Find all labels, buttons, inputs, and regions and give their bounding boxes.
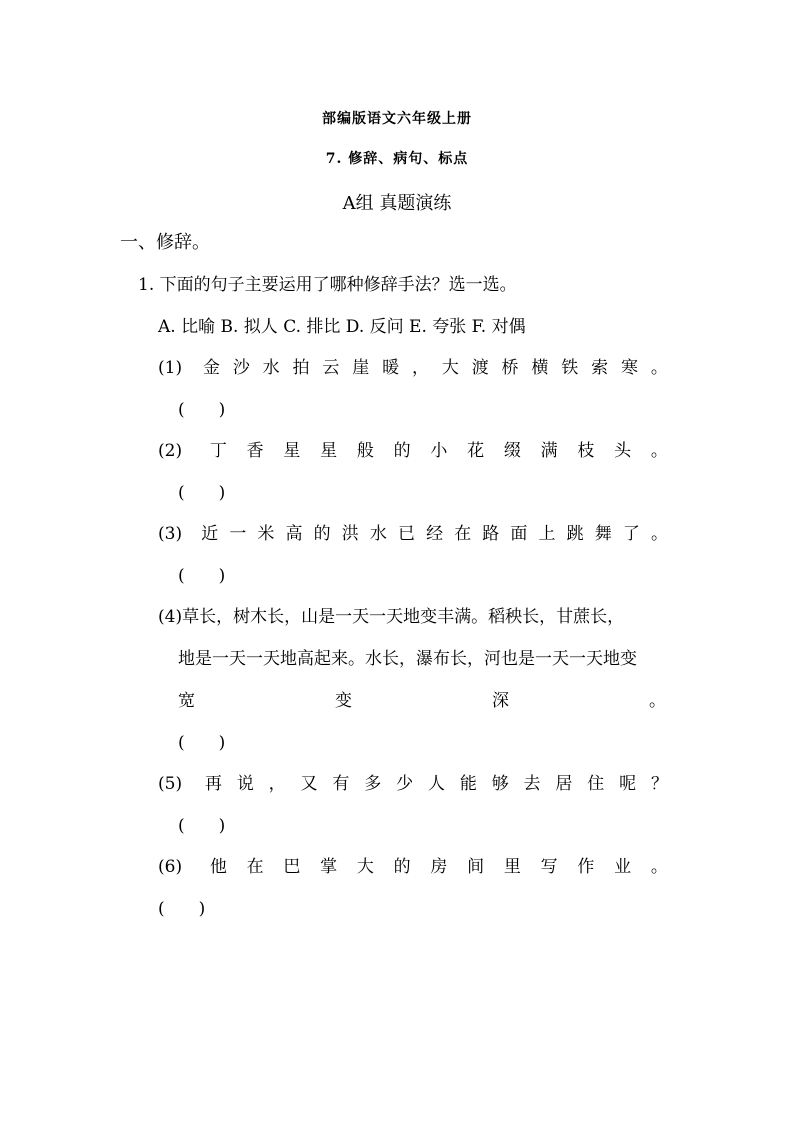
item-number: (6) — [158, 857, 183, 877]
sentence-char: 的 — [393, 441, 411, 461]
sentence-char: 大 — [441, 358, 459, 378]
sentence-char: 桥 — [501, 358, 519, 378]
sentence-4-line-2: 地是一天一天地高起来。水长，瀑布长，河也是一天一天地变 — [178, 649, 637, 669]
sentence-char: ， — [411, 358, 429, 378]
sentence-char: 。 — [650, 441, 668, 461]
sentence-char: 去 — [523, 774, 541, 794]
sentence-text: 草长，树木长，山是一天一天地变丰满。稻秧长，甘蔗长， — [182, 607, 625, 627]
sentence-char: 了 — [622, 524, 640, 544]
sentence-6 — [158, 855, 668, 879]
sentence-char: 索 — [591, 358, 609, 378]
sentence-char: 的 — [393, 857, 411, 877]
sentence-char: ， — [268, 774, 286, 794]
sentence-char: 大 — [356, 857, 374, 877]
sentence-char: ？ — [650, 774, 668, 794]
sentence-char: 星 — [283, 441, 301, 461]
sentence-1 — [158, 356, 668, 380]
sentence-char: 一 — [229, 524, 247, 544]
sentence-char: 在 — [246, 857, 264, 877]
sentence-char: 舞 — [594, 524, 612, 544]
sentence-char: 说 — [236, 774, 254, 794]
sentence-char: 丁 — [209, 441, 227, 461]
sentence-char: 多 — [364, 774, 382, 794]
answer-blank-1[interactable]: ( ) — [178, 400, 226, 420]
sentence-char: 香 — [246, 441, 264, 461]
sentence-char: 崖 — [352, 358, 370, 378]
sentence-char: 。 — [650, 524, 668, 544]
sentence-char: 暖 — [382, 358, 400, 378]
sentence-char: 。 — [650, 857, 668, 877]
answer-blank-4[interactable]: ( ) — [178, 733, 226, 753]
sentence-char: 够 — [491, 774, 509, 794]
sentence-char: 他 — [209, 857, 227, 877]
sentence-char: 高 — [285, 524, 303, 544]
item-number: (4) — [158, 607, 183, 627]
sentence-char: 沙 — [232, 358, 250, 378]
sentence-char: 星 — [320, 441, 338, 461]
sentence-char: 般 — [356, 441, 374, 461]
sentence-char: 面 — [510, 524, 528, 544]
item-number: (2) — [158, 441, 183, 461]
unit-title: 7. 修辞、病句、标点 — [325, 151, 469, 167]
sentence-char: 经 — [426, 524, 444, 544]
sentence-char: 云 — [322, 358, 340, 378]
sentence-char: 跳 — [566, 524, 584, 544]
sentence-char: 头 — [614, 441, 632, 461]
sentence-char: 金 — [202, 358, 220, 378]
sentence-5 — [158, 772, 668, 796]
sentence-char: 。 — [649, 691, 666, 711]
sentence-char: 巴 — [283, 857, 301, 877]
sentence-char: 业 — [614, 857, 632, 877]
sentence-char: 住 — [587, 774, 605, 794]
sentence-char: 枝 — [577, 441, 595, 461]
sentence-char: 少 — [396, 774, 414, 794]
answer-blank-6[interactable]: ( ) — [158, 899, 206, 919]
sentence-char: 洪 — [341, 524, 359, 544]
sentence-char: 路 — [482, 524, 500, 544]
sentence-char: 的 — [313, 524, 331, 544]
answer-blank-2[interactable]: ( ) — [178, 483, 226, 503]
item-number: (3) — [158, 524, 183, 544]
item-number: (5) — [158, 774, 183, 794]
question-prompt: 1. 下面的句子主要运用了哪种修辞手法？选一选。 — [138, 275, 517, 295]
sentence-char: 。 — [650, 358, 668, 378]
sentence-char: 掌 — [320, 857, 338, 877]
sentence-2 — [158, 439, 668, 463]
sentence-char: 作 — [577, 857, 595, 877]
sentence-char: 变 — [335, 691, 352, 711]
sentence-char: 米 — [257, 524, 275, 544]
sentence-char: 满 — [540, 441, 558, 461]
book-title: 部编版语文六年级上册 — [322, 111, 472, 127]
sentence-char: 有 — [332, 774, 350, 794]
sentence-char: 拍 — [292, 358, 310, 378]
sentence-char: 能 — [459, 774, 477, 794]
sentence-char: 再 — [204, 774, 222, 794]
sentence-char: 已 — [397, 524, 415, 544]
sentence-char: 横 — [531, 358, 549, 378]
sentence-char: 深 — [492, 691, 509, 711]
sentence-char: 在 — [454, 524, 472, 544]
sentence-char: 铁 — [561, 358, 579, 378]
sentence-char: 里 — [503, 857, 521, 877]
sentence-char: 人 — [427, 774, 445, 794]
sentence-char: 呢 — [619, 774, 637, 794]
sentence-char: 渡 — [471, 358, 489, 378]
sentence-char: 居 — [555, 774, 573, 794]
sentence-char: 花 — [467, 441, 485, 461]
answer-blank-5[interactable]: ( ) — [178, 816, 226, 836]
sentence-char: 房 — [430, 857, 448, 877]
sentence-3 — [158, 522, 668, 546]
answer-options: A. 比喻 B. 拟人 C. 排比 D. 反问 E. 夸张 F. 对偶 — [158, 317, 526, 337]
sentence-char: 水 — [262, 358, 280, 378]
answer-blank-3[interactable]: ( ) — [178, 566, 226, 586]
item-number: (1) — [158, 358, 183, 378]
sentence-4-line-1 — [158, 605, 624, 629]
sentence-char: 近 — [201, 524, 219, 544]
sentence-char: 寒 — [620, 358, 638, 378]
group-title: A组 真题演练 — [342, 193, 452, 214]
sentence-char: 又 — [300, 774, 318, 794]
sentence-char: 间 — [467, 857, 485, 877]
sentence-char: 上 — [538, 524, 556, 544]
section-heading: 一、修辞。 — [120, 232, 210, 253]
sentence-char: 缀 — [503, 441, 521, 461]
sentence-char: 小 — [430, 441, 448, 461]
sentence-char: 写 — [540, 857, 558, 877]
sentence-char: 宽 — [178, 691, 195, 711]
sentence-4-line-3 — [178, 689, 666, 713]
sentence-char: 水 — [369, 524, 387, 544]
